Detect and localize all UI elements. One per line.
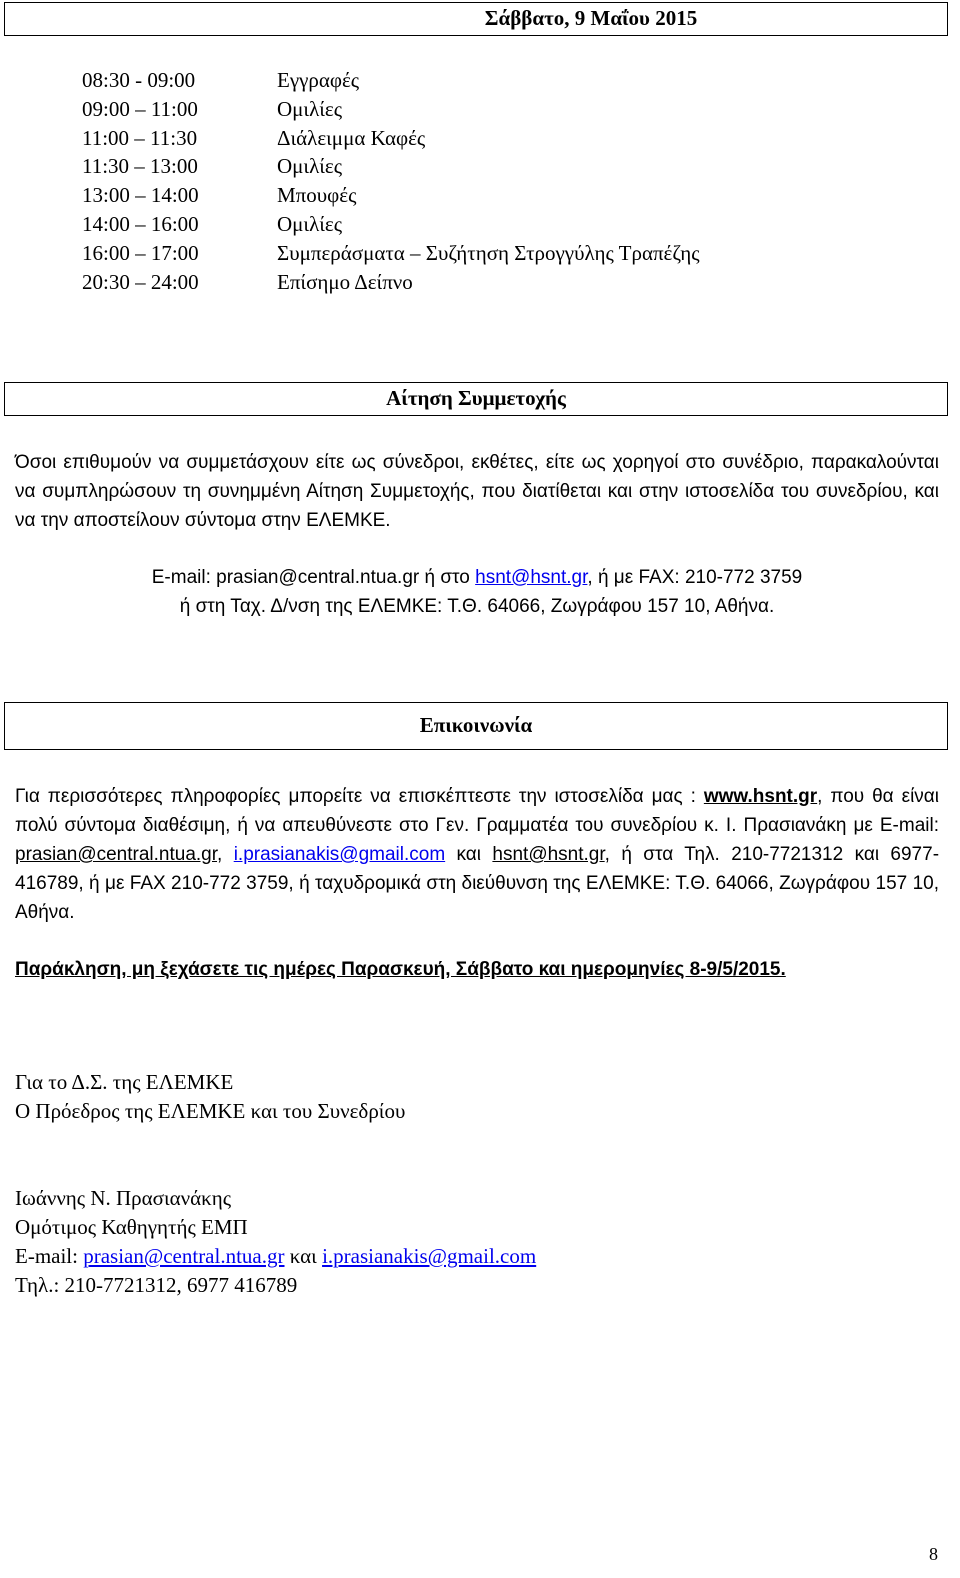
hsnt-email-link[interactable]: hsnt@hsnt.gr [475, 567, 588, 588]
contact-heading-box [4, 702, 948, 750]
schedule-event: Μπουφές [277, 183, 357, 208]
contact-paragraph: Για περισσότερες πληροφορίες μπορείτε να επισκέπτεστε την ιστοσελίδα μας : www.hsnt.gr, που θα είναι πολύ σύντομα διαθέσιμη, ή να απευθύνεστε στο Γεν. Γραμματέα του συνεδρίου κ. Ι. Πρασιανάκη με E-mail: prasian@central.ntua.gr, i.prasianakis@gmail.com και hsnt@hsnt.gr, ή στα Τηλ. 210-7721312 και 6977-416789, ή με FAX 210-772 3759, ή ταχυδρομικά στη διεύθυνση της ΕΛΕΜΚΕ: Τ.Θ. 64066, Ζωγράφου 157 10, Αθήνα. [15, 786, 940, 923]
contact-email-text: E-mail: prasian@central.ntua.gr ή στο [151, 567, 476, 588]
website-link[interactable]: www.hsnt.gr [703, 786, 818, 807]
signature-block [15, 1184, 939, 1300]
schedule-event: Εγγραφές [277, 68, 360, 92]
signature-title: Ομότιμος Καθηγητής ΕΜΠ [15, 1215, 248, 1239]
page-number: 8 [929, 1544, 938, 1564]
signoff-block [15, 1068, 939, 1126]
signature-email-2[interactable]: i.prasianakis@gmail.com [322, 1244, 537, 1268]
schedule-time: 08:30 - 09:00 [82, 68, 196, 92]
schedule-row [82, 181, 700, 210]
schedule-row [82, 152, 700, 181]
contact-heading: Επικοινωνία [419, 713, 533, 737]
schedule-time: 11:30 – 13:00 [82, 154, 198, 179]
contact-email-1[interactable]: prasian@central.ntua.gr [15, 844, 218, 865]
contact-fax-text: , ή με FAX: 210-772 3759 [587, 567, 803, 588]
schedule-row [82, 124, 700, 153]
schedule-time: 13:00 – 14:00 [82, 183, 199, 208]
contact-email-2[interactable]: i.prasianakis@gmail.com [233, 844, 446, 865]
application-heading-box [4, 382, 948, 416]
contact-email-3[interactable]: hsnt@hsnt.gr [492, 844, 605, 865]
schedule-event: Συμπεράσματα – Συζήτηση Στρογγύλης Τραπέζης [277, 240, 700, 265]
schedule-time: 20:30 – 24:00 [82, 269, 199, 294]
schedule-time: 14:00 – 16:00 [82, 211, 199, 236]
signature-email-line: E-mail: prasian@central.ntua.gr και i.prasianakis@gmail.com [15, 1244, 537, 1268]
schedule-row [82, 95, 700, 124]
schedule-time: 11:00 – 11:30 [82, 125, 198, 150]
application-heading: Αίτηση Συμμετοχής [386, 386, 566, 410]
schedule-event: Διάλειμμα Καφές [277, 125, 426, 150]
postal-address: ή στη Ταχ. Δ/νση της ΕΛΕΜΚΕ: Τ.Θ. 64066, Ζωγράφου 157 10, Αθήνα. [179, 596, 775, 617]
schedule-row [82, 239, 700, 268]
schedule-event: Ομιλίες [277, 154, 343, 179]
signoff-line-1: Για το Δ.Σ. της ΕΛΕΜΚΕ [15, 1070, 234, 1094]
signature-email-1[interactable]: prasian@central.ntua.gr [83, 1244, 285, 1268]
schedule-row [82, 268, 700, 297]
schedule-event: Επίσημο Δείπνο [277, 269, 413, 294]
schedule-row [82, 66, 700, 95]
application-paragraph: Όσοι επιθυμούν να συμμετάσχουν είτε ως σύνεδροι, εκθέτες, είτε ως χορηγοί στο συνέδριο, παρακαλούνται να συμπληρώσουν τη συνημμένη Αίτηση Συμμετοχής, που διατίθεται και στην ιστοσελίδα του συνεδρίου, και να την αποστείλουν σύντομα στην ΕΛΕΜΚΕ. [15, 452, 939, 531]
reminder-text: Παράκληση, μη ξεχάσετε τις ημέρες Παρασκευή, Σάββατο και ημερομηνίες 8-9/5/2015. [15, 959, 786, 980]
signoff-line-2: Ο Πρόεδρος της ΕΛΕΜΚΕ και του Συνεδρίου [15, 1099, 406, 1123]
page-title: Σάββατο, 9 Μαΐου 2015 [484, 6, 698, 30]
page-title-box [4, 2, 948, 36]
schedule-row [82, 210, 700, 239]
schedule-event: Ομιλίες [277, 211, 343, 236]
schedule-list [82, 66, 700, 296]
schedule-time: 09:00 – 11:00 [82, 96, 198, 121]
schedule-time: 16:00 – 17:00 [82, 240, 199, 265]
signature-phone: Τηλ.: 210-7721312, 6977 416789 [15, 1273, 298, 1297]
signature-name: Ιωάννης Ν. Πρασιανάκης [15, 1186, 232, 1210]
application-contact [15, 563, 939, 621]
schedule-event: Ομιλίες [277, 96, 343, 121]
